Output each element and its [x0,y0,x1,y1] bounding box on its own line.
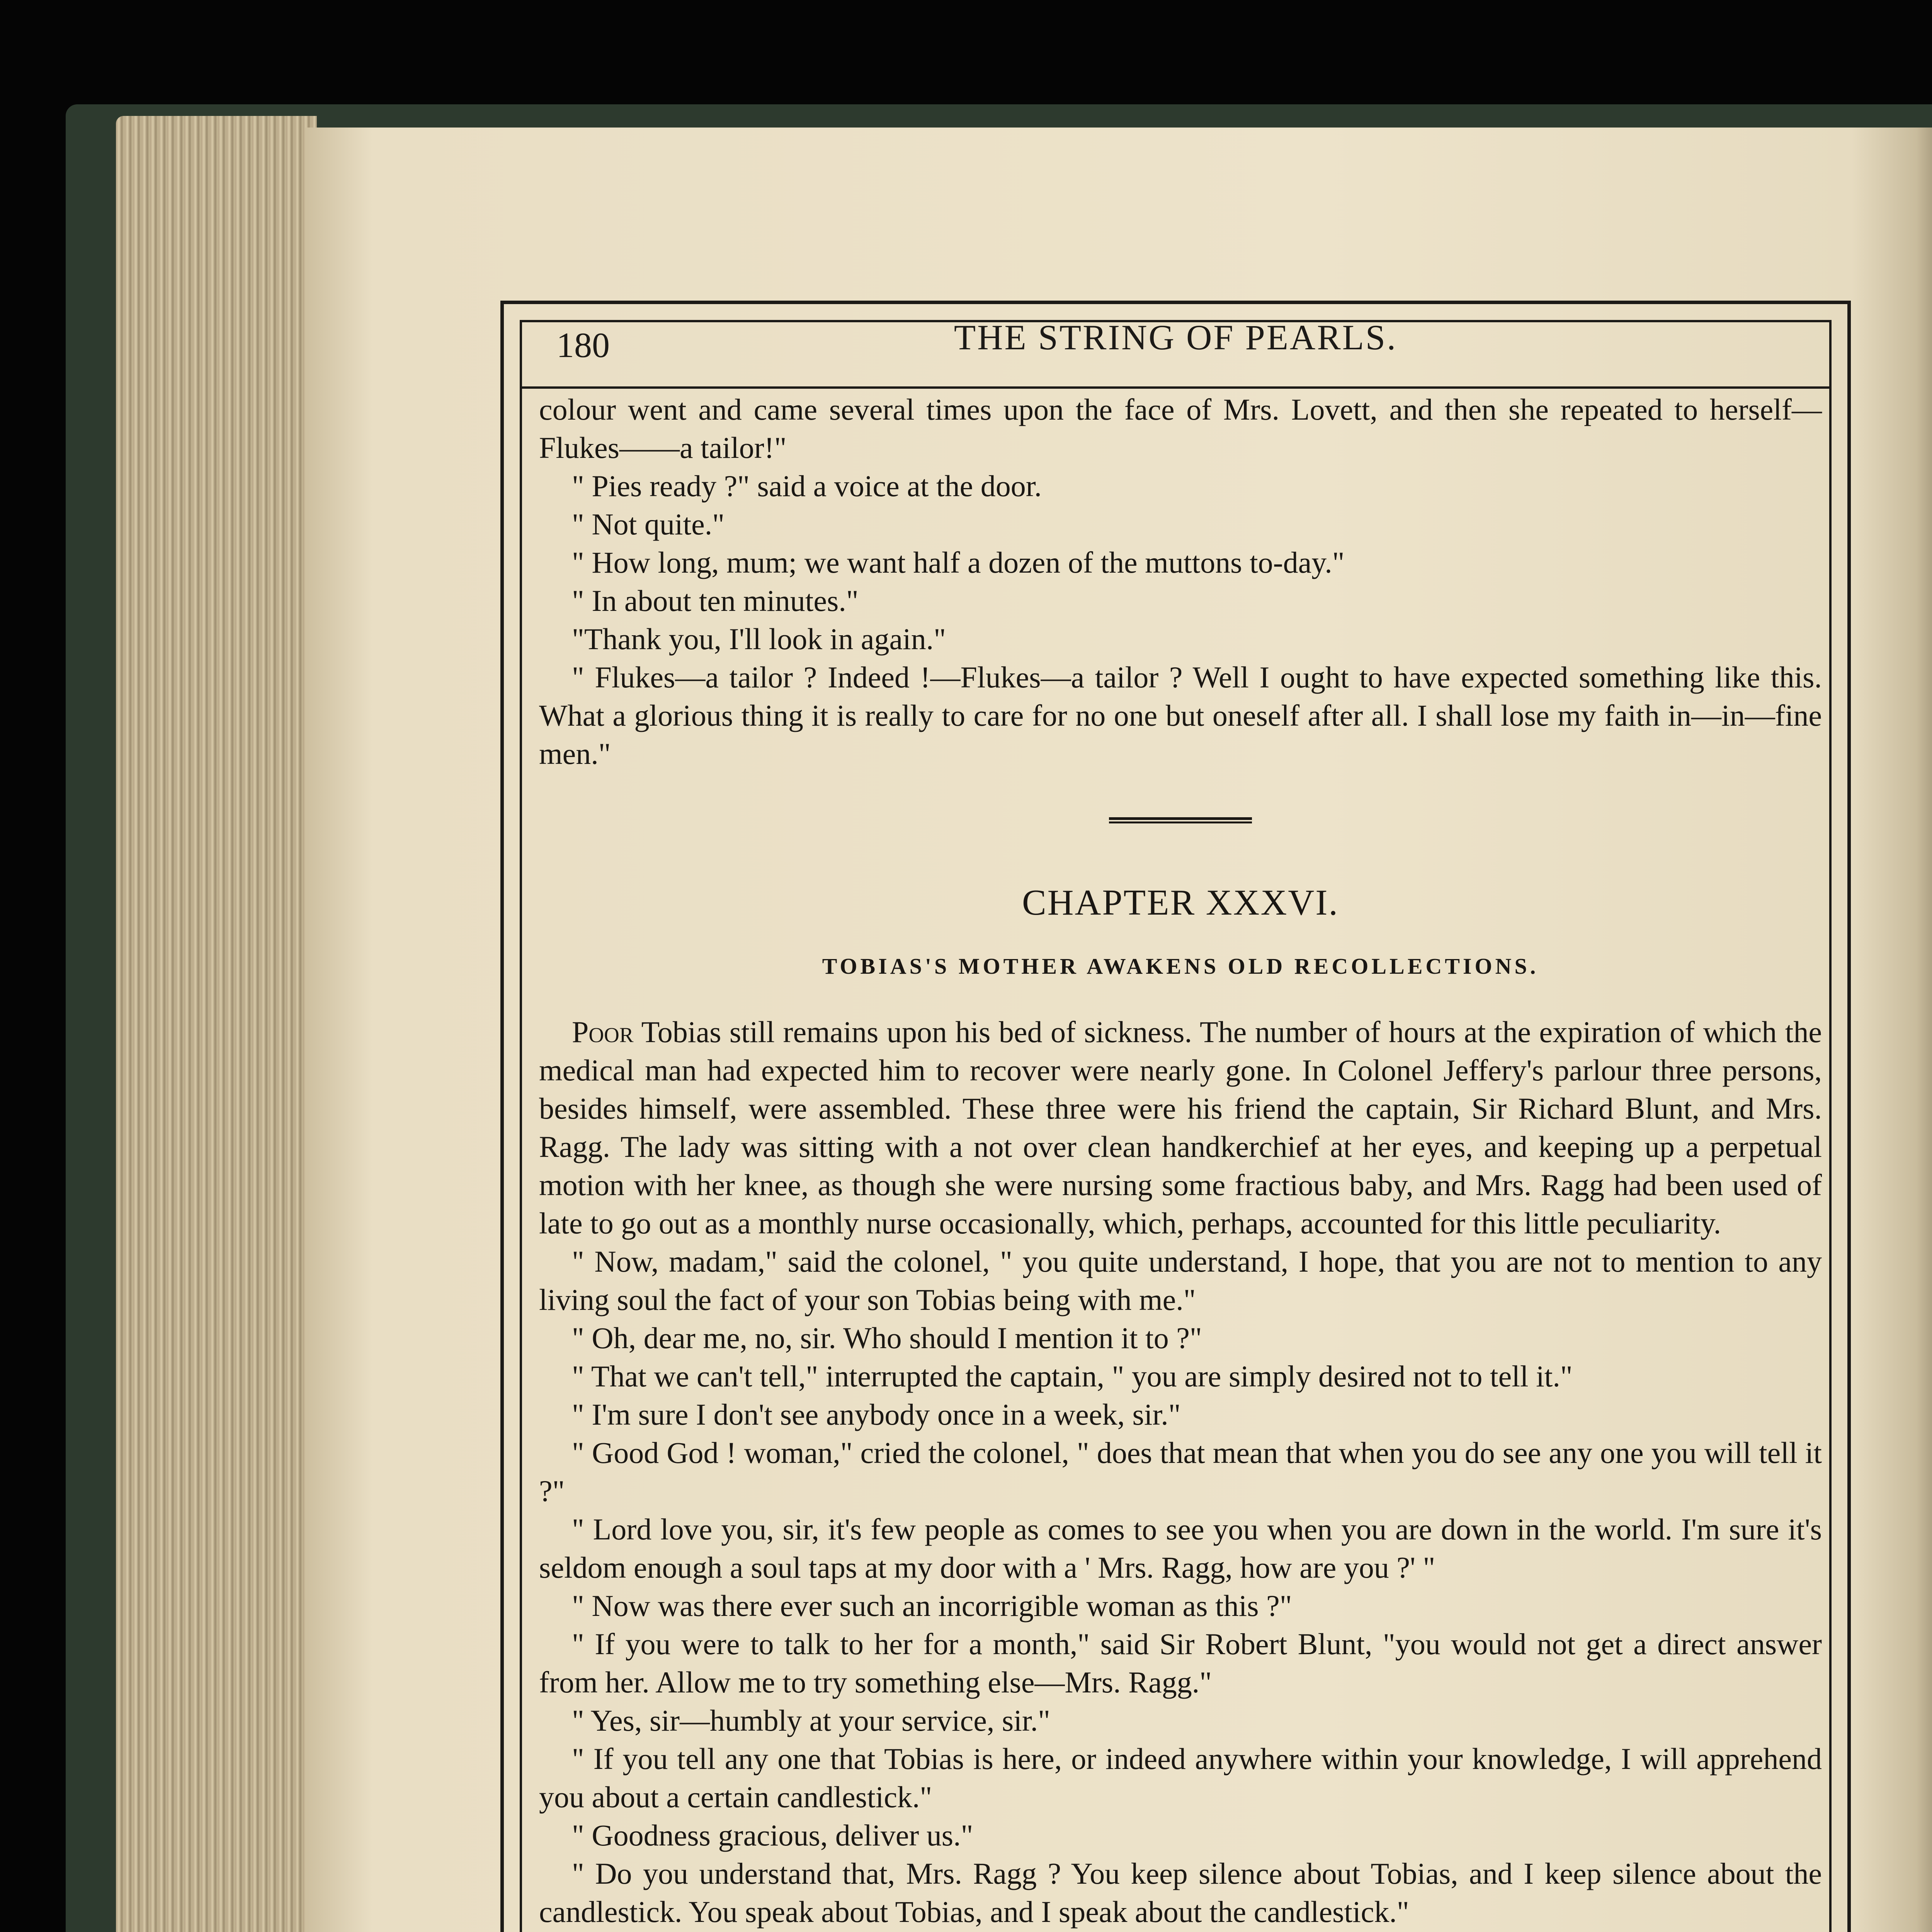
running-head: THE STRING OF PEARLS. [954,318,1398,357]
paragraph: " Good God ! woman," cried the colonel, " does that mean that when you do see any one you will tell it ?" [539,1436,1822,1508]
paragraph: " I'm sure I don't see anybody once in a week, sir." [572,1398,1181,1431]
paragraph: "Thank you, I'll look in again." [572,622,946,656]
gutter-shadow [1917,128,1932,1932]
paragraph: " That we can't tell," interrupted the captain, " you are simply desired not to tell it." [572,1359,1573,1393]
paragraph: " Now was there ever such an incorrigible woman as this ?" [572,1589,1292,1622]
chapter-first-paragraph [539,1013,1822,1242]
paragraph: " In about ten minutes." [572,584,859,617]
paragraph-text: Tobias still remains upon his bed of sickness. The number of hours at the expiration of which the medical man had expected him to recover were nearly gone. In Colonel Jeffery's parlour three persons, besides himself, were assembled. These three were his friend the captain, Sir Richard Blunt, and Mrs. Ragg. The lady was sitting with a not over clean handkerchief at her eyes, and keeping up a perpetual motion with her knee, as though she were nursing some fractious baby, and Mrs. Ragg had been used of late to go out as a monthly nurse occasionally, which, perhaps, accounted for this little peculiarity. [539,1015,1822,1240]
paragraph: " Oh, dear me, no, sir. Who should I mention it to ?" [572,1321,1202,1355]
paragraph: " Lord love you, sir, it's few people as comes to see you when you are down in the world. I'm sure it's seldom enough a soul taps at my door with a ' Mrs. Ragg, how are you ?' " [539,1512,1822,1584]
paragraph: colour went and came several times upon the face of Mrs. Lovett, and then she repeated to herself—Flukes——a tailor!" [539,393,1822,464]
paragraph: " How long, mum; we want half a dozen of the muttons to-day." [572,546,1345,579]
paragraph: " If you tell any one that Tobias is here, or indeed anywhere within your knowledge, I will apprehend you about a certain candlestick." [539,1742,1822,1814]
chapter-subtitle: TOBIAS'S MOTHER AWAKENS OLD RECOLLECTIONS. [822,954,1539,979]
page-number: 180 [556,325,610,365]
page-edges [116,116,317,1932]
paragraph: " Pies ready ?" said a voice at the door. [572,469,1042,503]
opening-word: Poor [572,1015,634,1049]
paragraph: " Yes, sir—humbly at your service, sir." [572,1704,1050,1737]
paragraph: " Goodness gracious, deliver us." [572,1818,973,1852]
paragraph: " Do you understand that, Mrs. Ragg ? You keep silence about Tobias, and I keep silence about the candlestick. You speak about Tobias, and I speak about the candlestick." [539,1857,1822,1929]
text-block [539,390,1822,1932]
paragraph: " Not quite." [572,507,725,541]
section-divider [1109,817,1252,823]
paragraph: " If you were to talk to her for a month," said Sir Robert Blunt, "you would not get a direct answer from her. Allow me to try something else—Mrs. Ragg." [539,1627,1822,1699]
chapter-title: CHAPTER XXXVI. [1022,883,1339,923]
paragraph: " Now, madam," said the colonel, " you quite understand, I hope, that you are not to mention to any living soul the fact of your son Tobias being with me." [539,1245,1822,1316]
header-rule [520,386,1832,389]
paragraph: " Flukes—a tailor ? Indeed !—Flukes—a tailor ? Well I ought to have expected something like this. What a glorious thing it is really to care for no one but oneself after all. I shall lose my faith in—in—fine men." [539,660,1822,770]
